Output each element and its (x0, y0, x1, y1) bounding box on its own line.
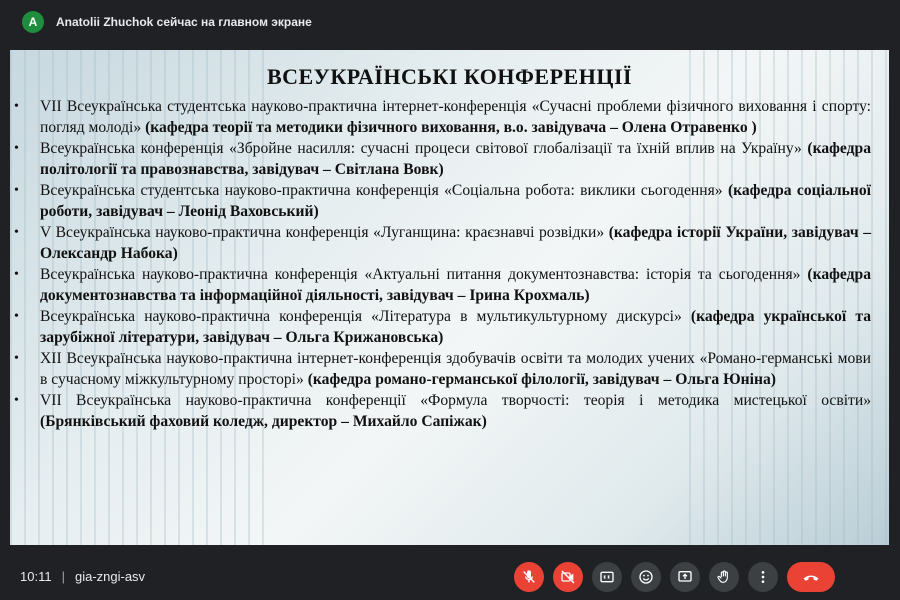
conference-description: V Всеукраїнська науково-практична конференція «Луганщина: краєзнавчі розвідки» (40, 224, 609, 241)
reactions-button[interactable] (631, 562, 661, 592)
more-vert-icon (755, 569, 771, 585)
conference-description: XII Всеукраїнська науково-практична інтернет-конференція здобувачів освіти та молодих учених «Романо-германські мови в сучасному міжкультурному просторі» (40, 350, 871, 388)
conference-item (14, 222, 871, 264)
conference-list (10, 96, 889, 432)
cc-icon (599, 569, 615, 585)
meeting-controls-bar (0, 552, 900, 600)
more-options-button[interactable] (748, 562, 778, 592)
conference-item (14, 180, 871, 222)
conference-description: VII Всеукраїнська науково-практична конференції «Формула творчості: теорія і методика мистецької освіти» (40, 392, 871, 409)
emoji-icon (638, 569, 654, 585)
camera-off-button[interactable] (553, 562, 583, 592)
conference-department: (кафедра історії України, завідувач – Олександр Набока) (40, 224, 871, 262)
call-controls (514, 562, 835, 592)
separator: | (61, 568, 65, 584)
current-time: 10:11 (20, 568, 52, 584)
bullet: • (14, 225, 19, 240)
present-icon (677, 569, 693, 585)
conference-item (14, 138, 871, 180)
hangup-icon (801, 567, 821, 587)
bullet: • (14, 183, 19, 198)
bullet: • (14, 351, 19, 366)
conference-description: Всеукраїнська науково-практична конференція «Актуальні питання документознавства: історія та сьогодення» (40, 266, 808, 283)
conference-department: (кафедра української та зарубіжної літератури, завідувач – Ольга Крижановська) (40, 308, 871, 346)
slide-title: ВСЕУКРАЇНСЬКІ КОНФЕРЕНЦІЇ (266, 64, 633, 89)
leave-call-button[interactable] (787, 562, 835, 592)
presenter-status: Anatolii Zhuchok сейчас на главном экране (56, 15, 312, 29)
conference-department: (кафедра соціальної роботи, завідувач – Леонід Ваховський) (40, 182, 871, 220)
bullet: • (14, 393, 19, 408)
bullet: • (14, 309, 19, 324)
shared-screen-slide (10, 50, 889, 545)
raise-hand-button[interactable] (709, 562, 739, 592)
present-screen-button[interactable] (670, 562, 700, 592)
conference-department: (Брянківський фаховий коледж, директор – Михайло Сапіжак) (40, 413, 487, 430)
conference-department: (кафедра романо-германської філології, завідувач – Ольга Юніна) (307, 371, 776, 388)
conference-description: Всеукраїнська студентська науково-практична конференція «Соціальна робота: виклики сьогодення» (40, 182, 728, 199)
camera-off-icon (560, 569, 576, 585)
conference-department: (кафедра документознавства та інформаційної діяльності, завідувач – Ірина Крохмаль) (40, 266, 871, 304)
conference-item (14, 390, 871, 432)
conference-department: (кафедра політології та правознавства, завідувач – Світлана Вовк) (40, 140, 871, 178)
conference-item (14, 348, 871, 390)
meeting-code: gia-zngi-asv (74, 568, 146, 584)
conference-description: VII Всеукраїнська студентська науково-практична інтернет-конференція «Сучасні проблеми фізичного виховання і спорту: погляд молоді» (40, 98, 871, 136)
bullet: • (14, 99, 19, 114)
conference-description: Всеукраїнська науково-практична конференція «Література в мультикультурному дискурсі» (40, 308, 691, 325)
conference-department: (кафедра теорії та методики фізичного виховання, в.о. завідувача – Олена Отравенко ) (145, 119, 757, 136)
bullet: • (14, 267, 19, 282)
conference-description: Всеукраїнська конференція «Збройне насилля: сучасні процеси світової глобалізації та їхній вплив на Україну» (40, 140, 808, 157)
bullet: • (14, 141, 19, 156)
presenter-avatar: A (22, 11, 44, 33)
conference-item (14, 306, 871, 348)
presenter-bar (0, 0, 900, 44)
microphone-off-button[interactable] (514, 562, 544, 592)
conference-item (14, 96, 871, 138)
captions-button[interactable] (592, 562, 622, 592)
conference-item (14, 264, 871, 306)
hand-icon (716, 569, 732, 585)
mic-off-icon (521, 569, 537, 585)
